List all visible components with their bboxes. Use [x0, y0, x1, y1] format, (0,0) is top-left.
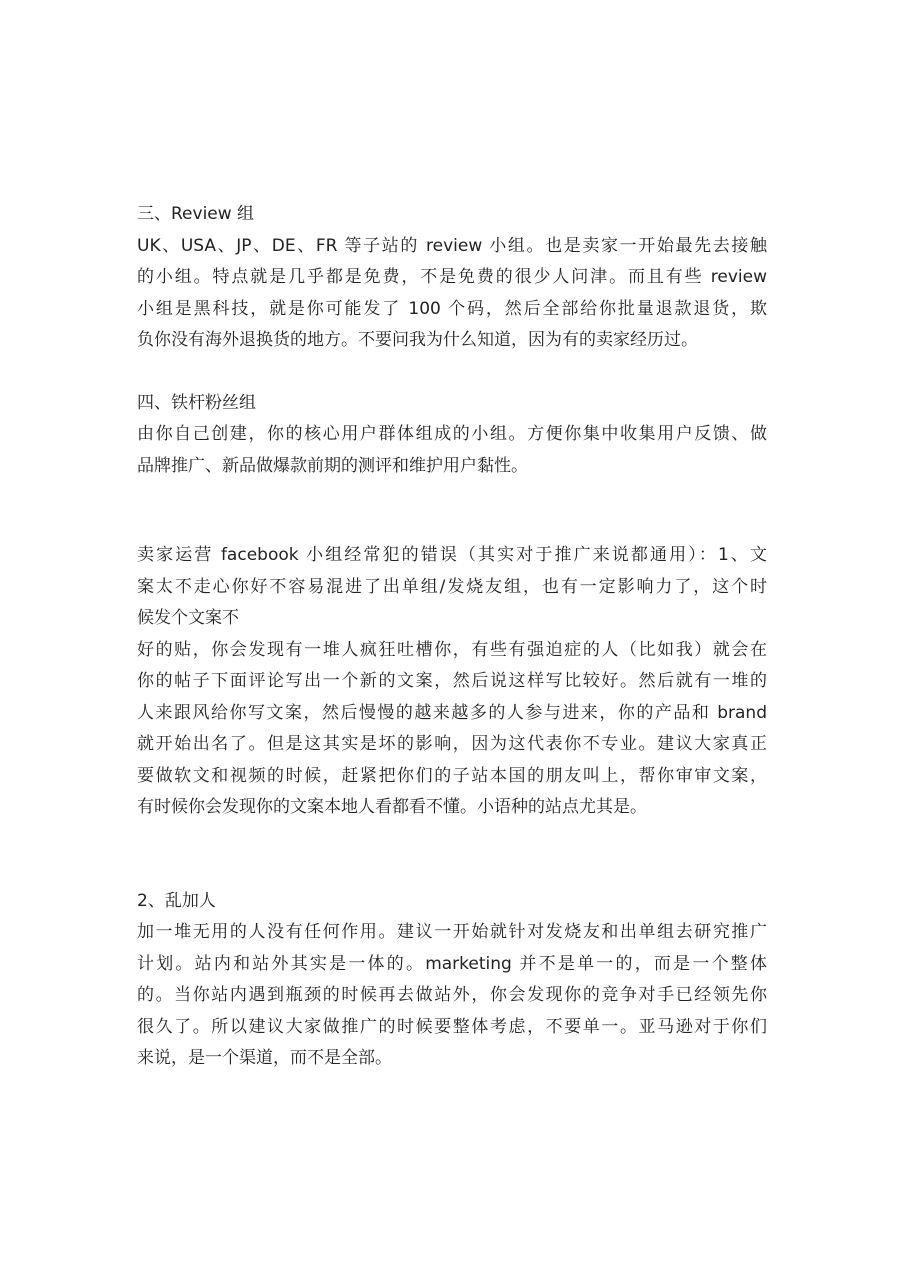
paragraph-line: 要做软文和视频的时候，赶紧把你们的子站本国的朋友叫上，帮你审审文案， [137, 765, 767, 786]
paragraph-line: 品牌推广、新品做爆款前期的测评和维护用户黏性。 [137, 455, 528, 476]
paragraph-line: 小组是黑科技，就是你可能发了 100 个码，然后全部给你批量退款退货，欺 [137, 298, 767, 319]
paragraph-spacer [137, 824, 767, 886]
section-fans [137, 388, 767, 483]
paragraph-line: 有时候你会发现你的文案本地人看都看不懂。小语种的站点尤其是。 [137, 797, 647, 817]
section-review-heading: 三、Review 组 [137, 204, 255, 224]
paragraph-line: 人来跟风给你写文案，然后慢慢的越来越多的人参与进来，你的产品和 brand [137, 702, 767, 723]
paragraph-spacer [137, 357, 767, 388]
paragraph-line: 负你没有海外退换货的地方。不要问我为什么知道，因为有的卖家经历过。 [137, 330, 698, 350]
paragraph-line: 就开始出名了。但是这其实是坏的影响，因为这代表你不专业。建议大家真正 [137, 734, 767, 754]
section-mistakes [137, 540, 767, 824]
section-review [137, 199, 767, 357]
paragraph-line: 的小组。特点就是几乎都是免费，不是免费的很少人问津。而且有些 review [137, 267, 767, 287]
paragraph-line: 候发个文案不 [137, 608, 239, 628]
paragraph-line: 由你自己创建，你的核心用户群体组成的小组。方便你集中收集用户反馈、做 [137, 424, 767, 444]
paragraph-line: UK、USA、JP、DE、FR 等子站的 review 小组。也是卖家一开始最先去接触 [137, 235, 767, 256]
paragraph-line: 你的帖子下面评论写出一个新的文案，然后说这样写比较好。然后就有一堆的 [137, 671, 767, 691]
paragraph-line: 很久了。所以建议大家做推广的时候要整体考虑，不要单一。亚马逊对于你们 [137, 1016, 767, 1037]
paragraph-line: 加一堆无用的人没有任何作用。建议一开始就针对发烧友和出单组去研究推广 [137, 922, 767, 942]
paragraph-line: 案太不走心你好不容易混进了出单组/发烧友组，也有一定影响力了，这个时 [137, 576, 767, 597]
section-fans-heading: 四、铁杆粉丝组 [137, 392, 256, 413]
paragraph-spacer [137, 482, 767, 540]
document-body [137, 199, 767, 1075]
paragraph-line: 卖家运营 facebook 小组经常犯的错误（其实对于推广来说都通用）：1、文 [137, 545, 767, 565]
paragraph-line: 计划。站内和站外其实是一体的。marketing 并不是单一的，而是一个整体 [137, 953, 767, 974]
paragraph-line: 好的贴，你会发现有一堆人疯狂吐槽你，有些有强迫症的人（比如我）就会在 [137, 639, 767, 660]
section-random-add [137, 886, 767, 1075]
paragraph-line: 来说，是一个渠道，而不是全部。 [137, 1048, 392, 1068]
section-random-add-heading: 2、乱加人 [137, 890, 216, 911]
paragraph-line: 的。当你站内遇到瓶颈的时候再去做站外，你会发现你的竞争对手已经领先你 [137, 985, 767, 1005]
